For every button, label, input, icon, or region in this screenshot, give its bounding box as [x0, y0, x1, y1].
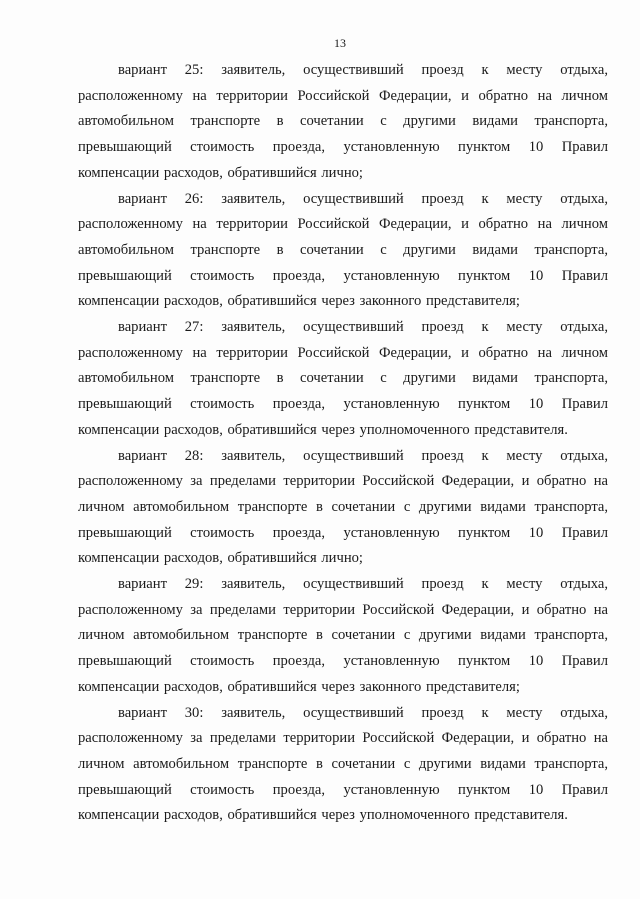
- paragraph-variant-28: вариант 28: заявитель, осуществивший проезд к месту отдыха, расположенному за пределами территории Российской Федерации, и обратно на личном автомобильном транспорте в сочетании с другими видами транспорта, превышающий стоимость проезда, установленную пунктом 10 Правил компенсации расходов, обратившийся лично;: [78, 447, 608, 567]
- document-body: [78, 58, 608, 829]
- paragraph-variant-29: вариант 29: заявитель, осуществивший проезд к месту отдыха, расположенному за пределами территории Российской Федерации, и обратно на личном автомобильном транспорте в сочетании с другими видами транспорта, превышающий стоимость проезда, установленную пунктом 10 Правил компенсации расходов, обратившийся через законного представителя;: [78, 576, 608, 695]
- paragraph-variant-26: вариант 26: заявитель, осуществивший проезд к месту отдыха, расположенному на территории Российской Федерации, и обратно на личном автомобильном транспорте в сочетании с другими видами транспорта, превышающий стоимость проезда, установленную пунктом 10 Правил компенсации расходов, обратившийся через законного представителя;: [78, 190, 608, 310]
- page-number: 13: [334, 36, 346, 50]
- paragraph-variant-30: вариант 30: заявитель, осуществивший проезд к месту отдыха, расположенному за пределами территории Российской Федерации, и обратно на личном автомобильном транспорте в сочетании с другими видами транспорта, превышающий стоимость проезда, установленную пунктом 10 Правил компенсации расходов, обратившийся через уполномоченного представителя.: [78, 704, 608, 824]
- paragraph-variant-25: вариант 25: заявитель, осуществивший проезд к месту отдыха, расположенному на территории Российской Федерации, и обратно на личном автомобильном транспорте в сочетании с другими видами транспорта, превышающий стоимость проезда, установленную пунктом 10 Правил компенсации расходов, обратившийся лично;: [78, 62, 608, 181]
- paragraph-variant-27: вариант 27: заявитель, осуществивший проезд к месту отдыха, расположенному на территории Российской Федерации, и обратно на личном автомобильном транспорте в сочетании с другими видами транспорта, превышающий стоимость проезда, установленную пунктом 10 Правил компенсации расходов, обратившийся через уполномоченного представителя.: [78, 319, 608, 438]
